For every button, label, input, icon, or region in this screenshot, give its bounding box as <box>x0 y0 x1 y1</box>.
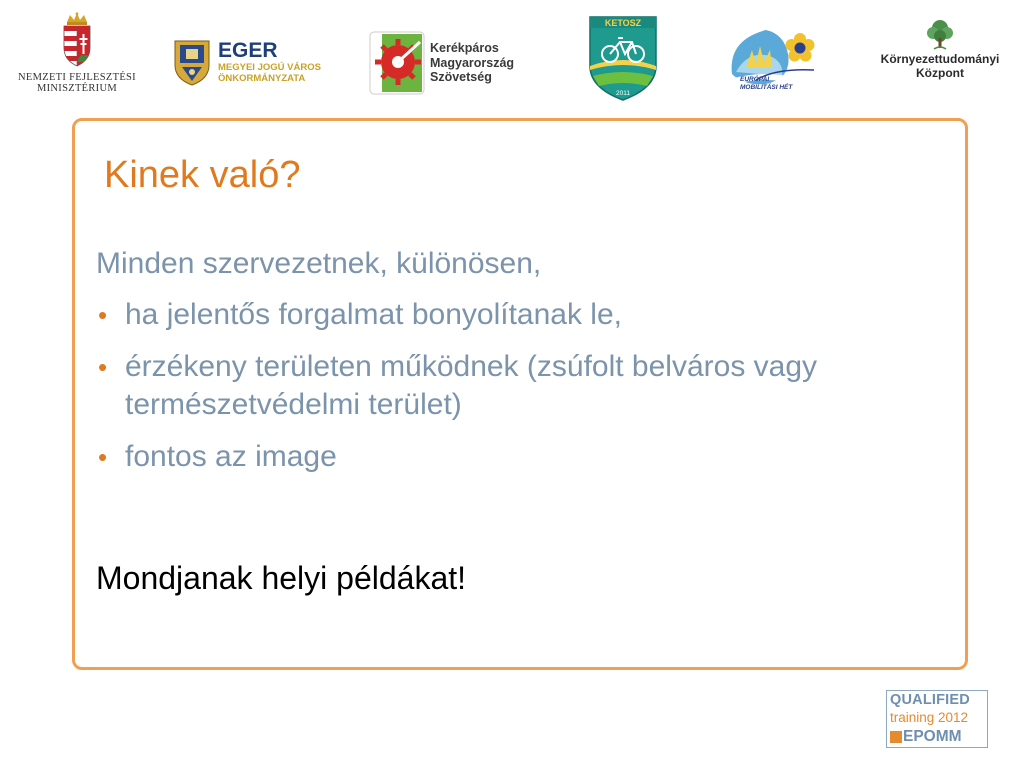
badge-line3-wrap <box>890 727 962 746</box>
badge-line2: training 2012 <box>890 710 969 725</box>
bullet-marker: • <box>98 300 108 330</box>
ketosz-logo <box>587 14 659 102</box>
list-item <box>96 348 956 424</box>
qualified-training-badge <box>886 690 988 748</box>
list-item <box>96 296 956 334</box>
mksz-logo <box>368 28 538 98</box>
mksz-line2: Magyarország <box>430 55 515 70</box>
eger-subtitle-line2: ÖNKORMÁNYZATA <box>218 73 306 84</box>
list-item <box>96 438 956 476</box>
intro-line: Minden szervezetnek, különösen, <box>96 247 542 280</box>
epomm-square-icon <box>890 731 902 743</box>
slide-title: Kinek való? <box>104 154 301 196</box>
bullet-marker: • <box>98 442 108 472</box>
ketosz-bicycle-shield-icon <box>587 14 659 102</box>
kk-line1: Környezettudományi <box>880 52 1000 66</box>
bicycle-gear-icon <box>368 30 426 96</box>
slide-body <box>96 244 956 490</box>
bullet-list <box>96 296 956 476</box>
bullet-text: érzékeny területen működnek (zsúfolt belváros vagy természetvédelmi terület) <box>125 350 818 421</box>
emh-line1: EURÓPAI <box>740 76 770 83</box>
ketosz-year: 2011 <box>616 90 630 97</box>
bullet-marker: • <box>98 352 108 382</box>
mksz-line1: Kerékpáros <box>430 41 499 56</box>
nfm-logo <box>18 12 136 102</box>
bullet-text: ha jelentős forgalmat bonyolítanak le, <box>125 298 622 331</box>
eger-logo <box>172 34 342 90</box>
badge-line1: QUALIFIED <box>890 692 970 708</box>
bullet-text: fontos az image <box>125 440 337 473</box>
nfm-logo-text: NEMZETI FEJLESZTÉSI MINISZTÉRIUM <box>18 72 136 94</box>
emh-logo <box>726 20 822 98</box>
kk-logo <box>870 18 1010 98</box>
eger-city-shield-icon <box>172 37 212 87</box>
eger-subtitle-line1: MEGYEI JOGÚ VÁROS <box>218 62 321 73</box>
tree-icon <box>925 18 955 52</box>
badge-line3: EPOMM <box>903 728 962 745</box>
kk-line2: Központ <box>916 66 964 80</box>
hungarian-coat-of-arms-icon <box>57 12 97 70</box>
eger-name: EGER <box>218 39 278 62</box>
emh-line2: MOBILITÁSI HÉT <box>740 83 793 91</box>
ketosz-name: KETOSZ <box>604 18 642 28</box>
mksz-line3: Szövetség <box>430 70 492 85</box>
closing-line: Mondjanak helyi példákat! <box>96 560 467 596</box>
